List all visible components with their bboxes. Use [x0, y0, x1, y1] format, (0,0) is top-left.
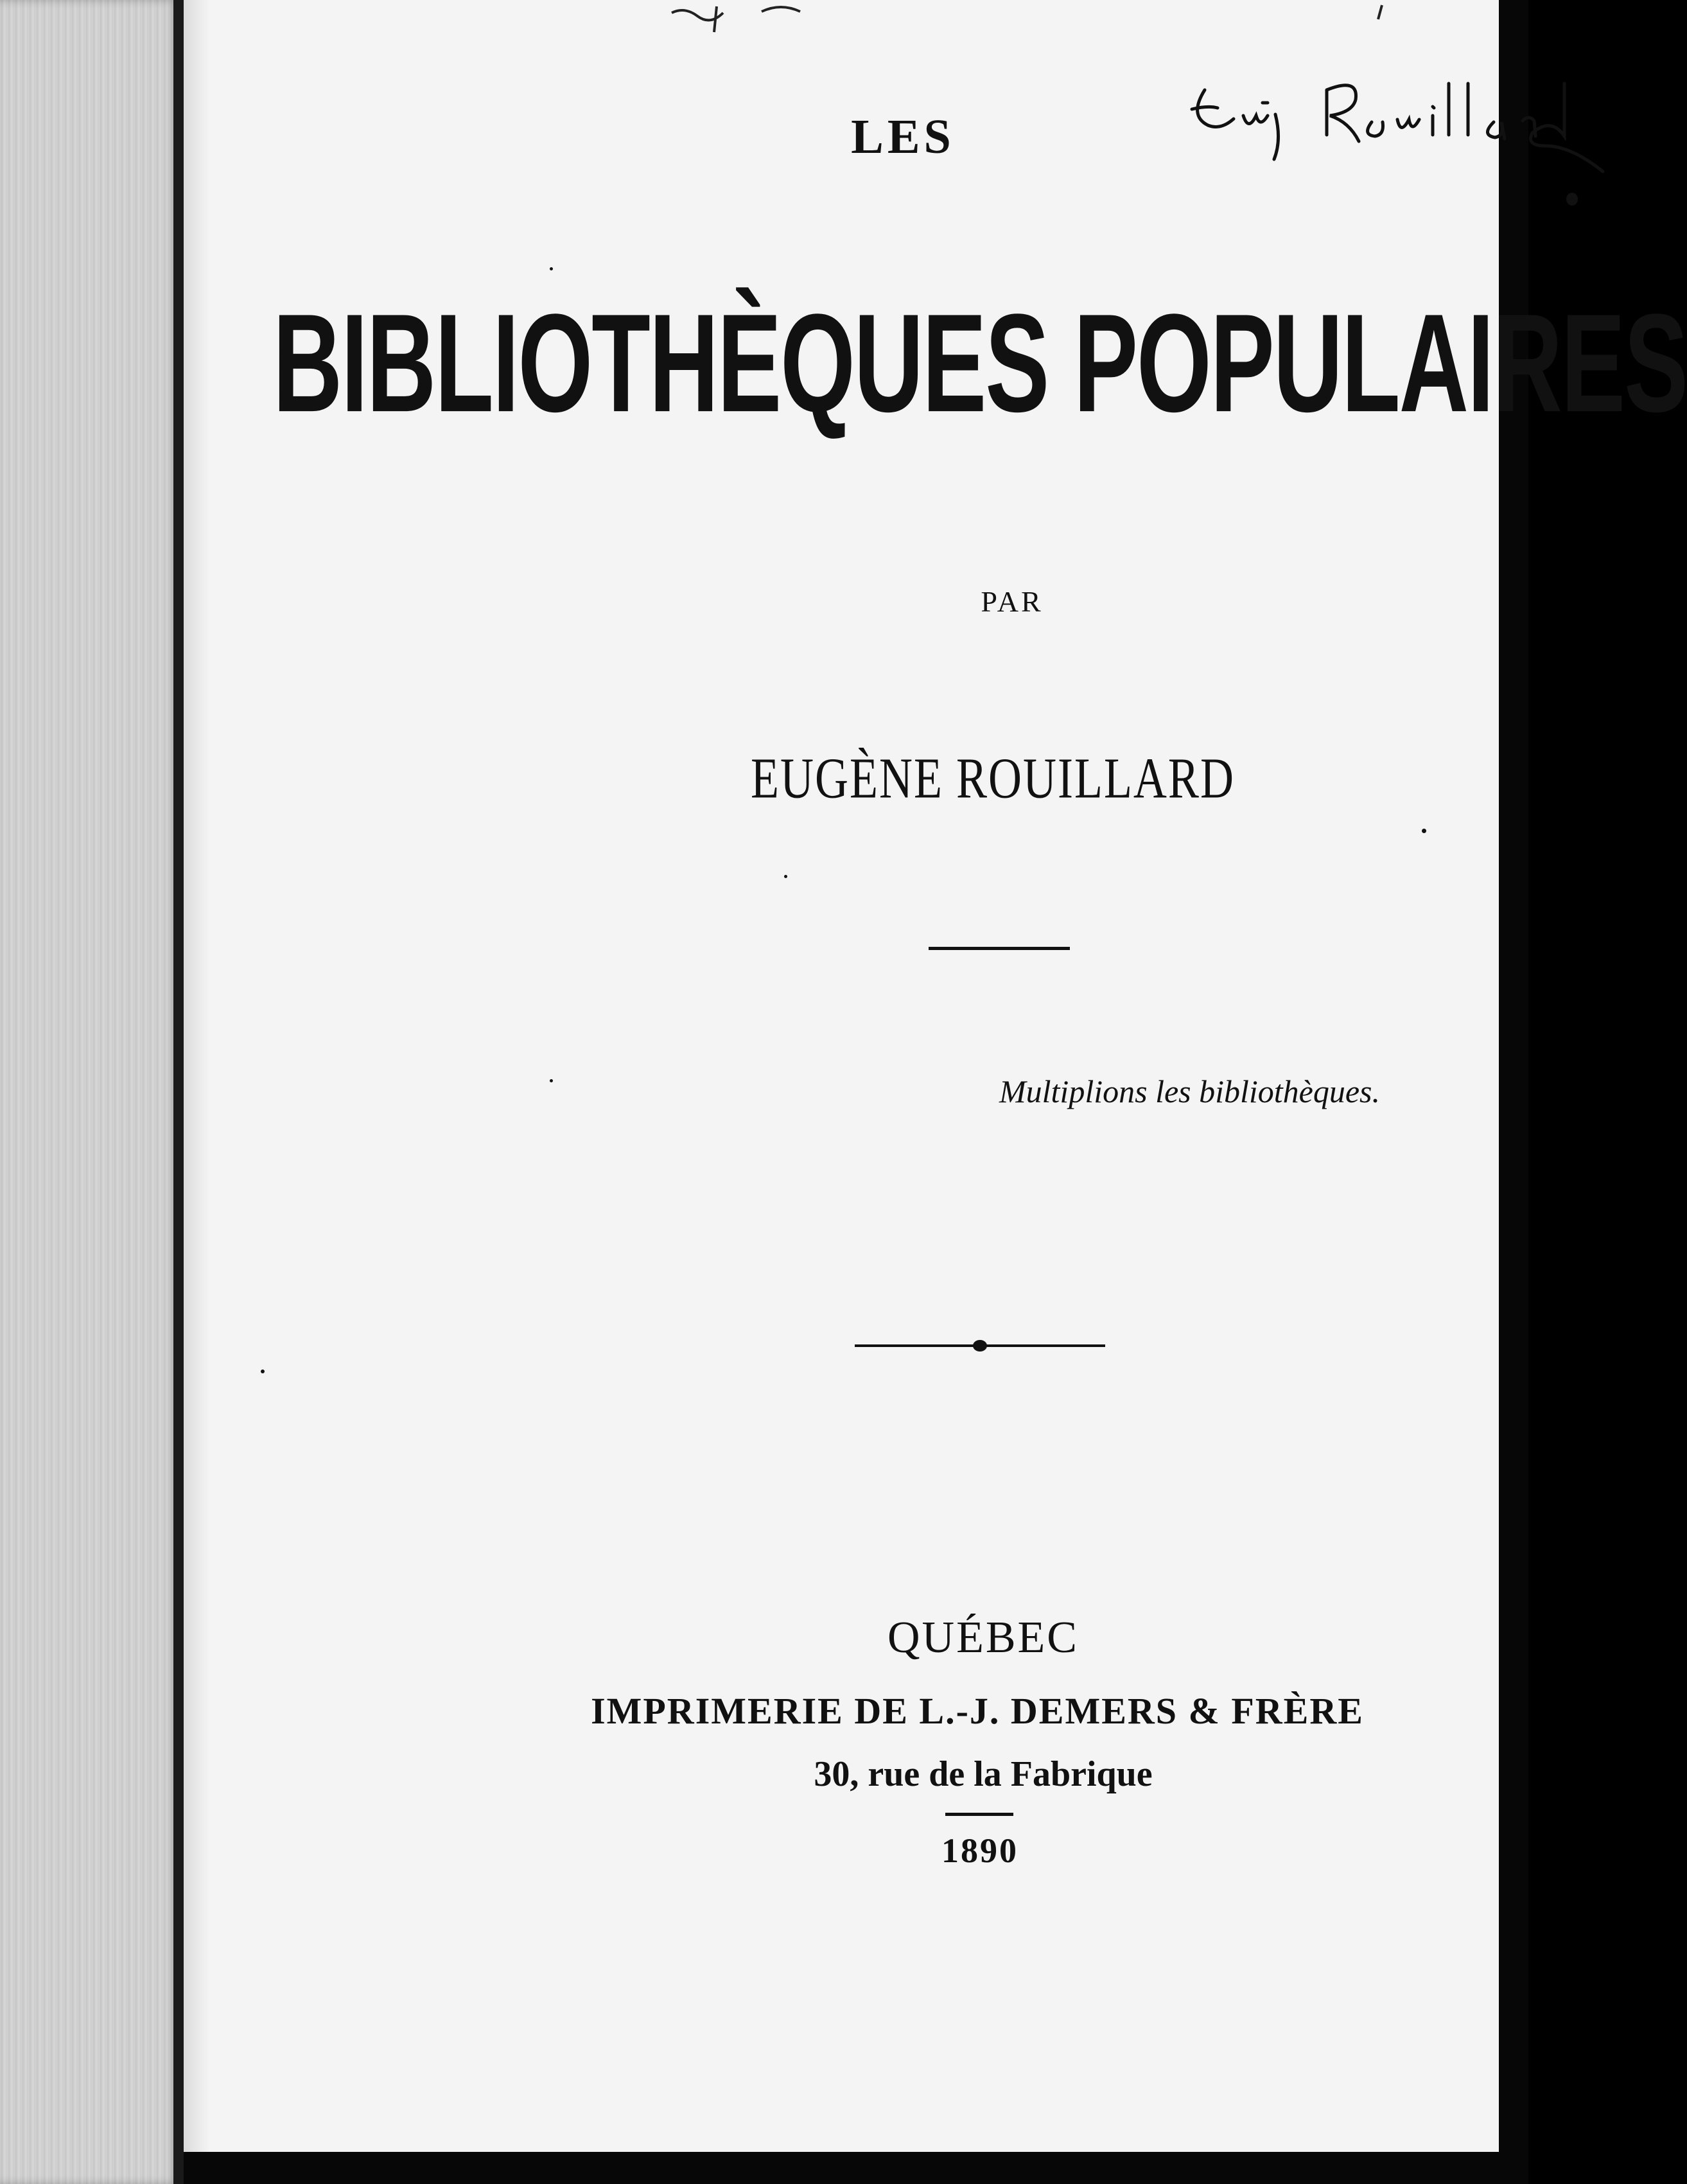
imprint-printer: IMPRIMERIE DE L.-J. DEMERS & FRÈRE: [591, 1690, 1364, 1732]
byline-label: PAR: [981, 585, 1044, 618]
title-page: [184, 0, 1687, 2152]
author-name: EUGÈNE ROUILLARD: [751, 746, 1235, 811]
imprint-address: 30, rue de la Fabrique: [814, 1754, 1153, 1794]
year-rule: [945, 1813, 1013, 1816]
imprint-city: QUÉBEC: [887, 1613, 1079, 1662]
top-margin-handwriting: [659, 0, 1532, 39]
paper-speck: [550, 1079, 553, 1082]
binding-strip: [0, 0, 179, 2184]
paper-speck: [784, 875, 787, 878]
epigraph: Multiplions les bibliothèques.: [999, 1073, 1381, 1109]
paper-speck: [261, 1369, 265, 1373]
title-article: LES: [851, 110, 955, 164]
divider-rule: [929, 947, 1070, 950]
main-title: BIBLIOTHÈQUES POPULAIRES: [272, 284, 1687, 441]
binding-edge: [173, 0, 184, 2184]
ornament-line-left: [855, 1344, 977, 1347]
page-crease-shadow: [184, 0, 209, 2152]
handwritten-signature: [1185, 64, 1603, 212]
paper-speck: [550, 267, 553, 270]
ornamental-divider: [855, 1336, 1105, 1355]
ornament-line-right: [983, 1344, 1105, 1347]
paper-speck: [1422, 829, 1426, 833]
imprint-year: 1890: [941, 1831, 1018, 1870]
